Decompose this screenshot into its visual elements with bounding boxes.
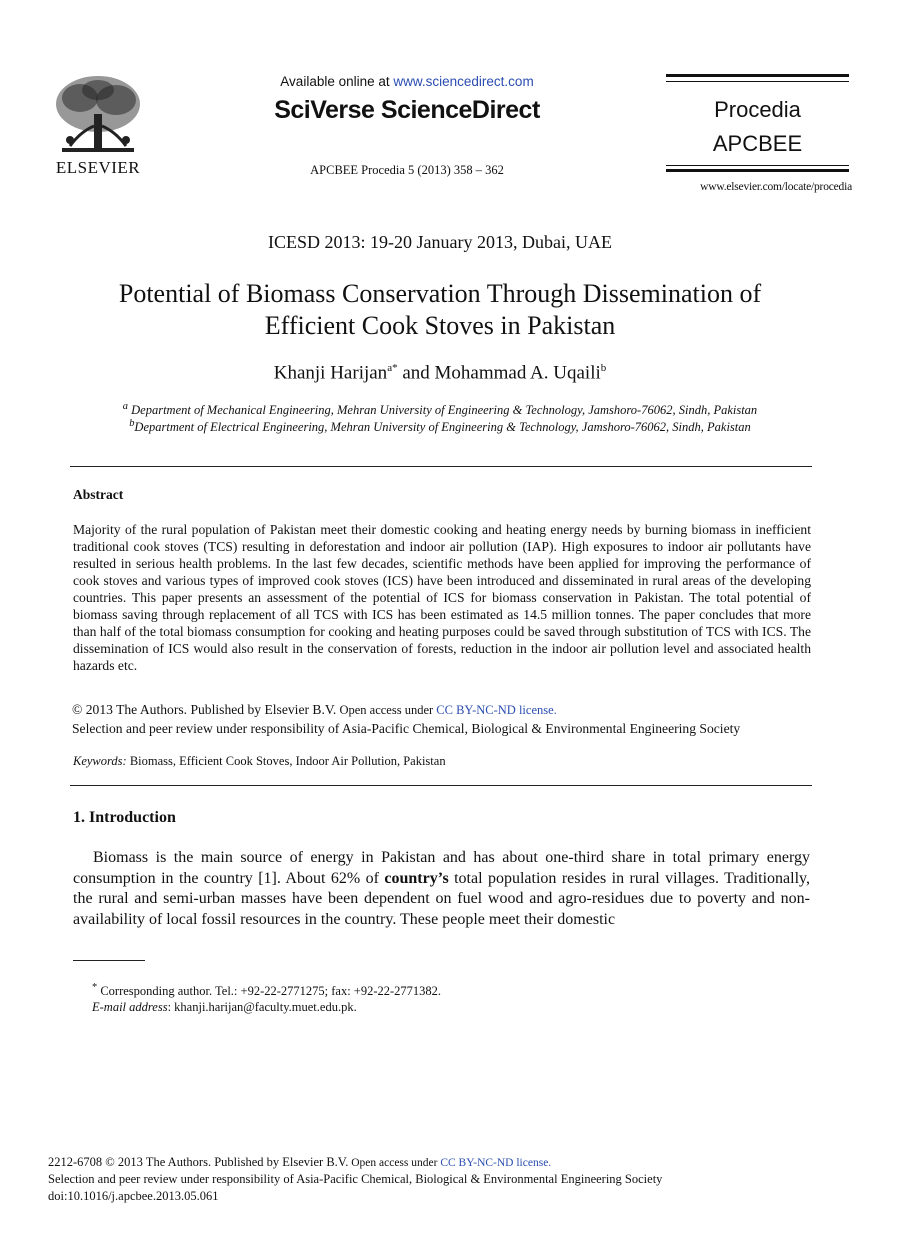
affiliation-a-text: Department of Mechanical Engineering, Mehran University of Engineering & Technology, Jamshoro-76062, Sindh, Pakistan — [128, 403, 758, 418]
conference-line: ICESD 2013: 19-20 January 2013, Dubai, UAE — [268, 232, 612, 252]
available-online — [262, 74, 552, 89]
copyright-text: © 2013 The Authors. Published by Elsevier B.V. — [72, 702, 337, 717]
title-line-1: Potential of Biomass Conservation Through Dissemination of — [118, 279, 762, 308]
intro-text-2: total population resides in rural villages. Traditionally, the rural and semi-urban masses have been dependent on fuel wood and agro-residues due to poverty and non-availability of local fossil resources in the country. These people meet their domestic — [73, 869, 811, 928]
section-heading-introduction: 1. Introduction — [73, 809, 176, 826]
author-list — [0, 362, 880, 384]
divider-top — [70, 466, 812, 467]
author-and: and — [397, 362, 435, 384]
copyright-line — [72, 702, 812, 718]
available-prefix: Available online at — [280, 74, 394, 89]
procedia-line1: Procedia — [714, 97, 801, 122]
affiliation-a-mark: a — [122, 401, 128, 412]
paper-title — [60, 278, 820, 342]
procedia-logo — [666, 93, 849, 161]
author-1-mark: a* — [387, 362, 398, 374]
keywords-line — [73, 754, 813, 769]
title-line-2: Efficient Cook Stoves in Pakistan — [264, 311, 616, 340]
keywords-label: Keywords: — [73, 754, 127, 768]
footnote-mark: * — [92, 982, 98, 993]
affiliation-b — [0, 418, 880, 435]
license-link[interactable]: CC BY-NC-ND license. — [436, 703, 557, 717]
elsevier-wordmark: ELSEVIER — [55, 158, 141, 177]
affiliation-b-mark: b — [129, 418, 135, 429]
affiliation-a — [0, 401, 880, 418]
peer-review-line: Selection and peer review under responsibility of Asia-Pacific Chemical, Biological & Environmental Engineering Society — [72, 721, 741, 736]
sciencedirect-link[interactable]: www.sciencedirect.com — [393, 74, 534, 89]
introduction-paragraph — [73, 848, 810, 930]
footnote-rule — [73, 960, 145, 961]
affiliation-b-text: Department of Electrical Engineering, Mehran University of Engineering & Technology, Jamshoro-76062, Sindh, Pakistan — [134, 420, 751, 435]
footer-issn-line — [48, 1155, 551, 1170]
footnote-email — [92, 1000, 357, 1015]
author-2-mark: b — [600, 362, 607, 374]
footer-peer-review: Selection and peer review under responsibility of Asia-Pacific Chemical, Biological & Environmental Engineering Society — [48, 1172, 663, 1186]
keywords-list: Biomass, Efficient Cook Stoves, Indoor Air Pollution, Pakistan — [126, 754, 446, 768]
footer-license-link[interactable]: CC BY-NC-ND license. — [440, 1157, 552, 1169]
email-label: E-mail address — [92, 1000, 168, 1014]
footer-doi[interactable]: doi:10.1016/j.apcbee.2013.05.061 — [48, 1189, 219, 1203]
sciverse-sciencedirect-logo: SciVerse ScienceDirect — [274, 96, 540, 124]
procedia-url[interactable]: www.elsevier.com/locate/procedia — [700, 181, 852, 193]
footnote-corresponding — [92, 982, 441, 999]
divider-bottom — [70, 785, 812, 786]
intro-text-1: Biomass is the main source of energy in Pakistan and has about one-third share in total primary energy consumption in the country [1]. About 62% of — [73, 849, 810, 887]
intro-text-bold: country’s — [384, 869, 449, 887]
journal-reference: APCBEE Procedia 5 (2013) 358 – 362 — [310, 163, 504, 177]
author-1: Khanji Harijan — [273, 362, 388, 384]
footer-open-access: Open access under — [348, 1157, 441, 1169]
email-address: : khanji.harijan@faculty.muet.edu.pk. — [167, 1000, 357, 1014]
author-2: Mohammad A. Uqaili — [434, 362, 601, 384]
open-access-text: Open access under — [336, 703, 437, 717]
procedia-line2: APCBEE — [712, 131, 803, 156]
abstract-heading: Abstract — [73, 487, 124, 502]
footnote-contact: Corresponding author. Tel.: +92-22-2771275; fax: +92-22-2771382. — [97, 984, 442, 999]
abstract-body: Majority of the rural population of Pakistan meet their domestic cooking and heating energy needs by burning biomass in inefficient traditional cook stoves (TCS) resulting in deforestation and indoor air pollution (IAP). High exposures to indoor air pollutants have resulted in serious health problems. In the last few decades, scientific methods have been applied for improving the performance of cook stoves and various types of improved cook stoves (ICS) have been introduced and disseminated in rural areas of the developing countries. This paper presents an assessment of the potential of ICS for biomass conservation in Pakistan. The total potential of biomass saving through replacement of all TCS with ICS has been estimated as 14.5 million tonnes. The paper concludes that more than half of the total biomass consumption for cooking and heating purposes could be saved through substitution of TCS with ICS. The dissemination of ICS would also result in the conservation of forests, reduction in the indoor air pollution level and associated health hazards etc. — [73, 522, 811, 673]
footer-issn: 2212-6708 © 2013 The Authors. Published by Elsevier B.V. — [48, 1155, 349, 1169]
